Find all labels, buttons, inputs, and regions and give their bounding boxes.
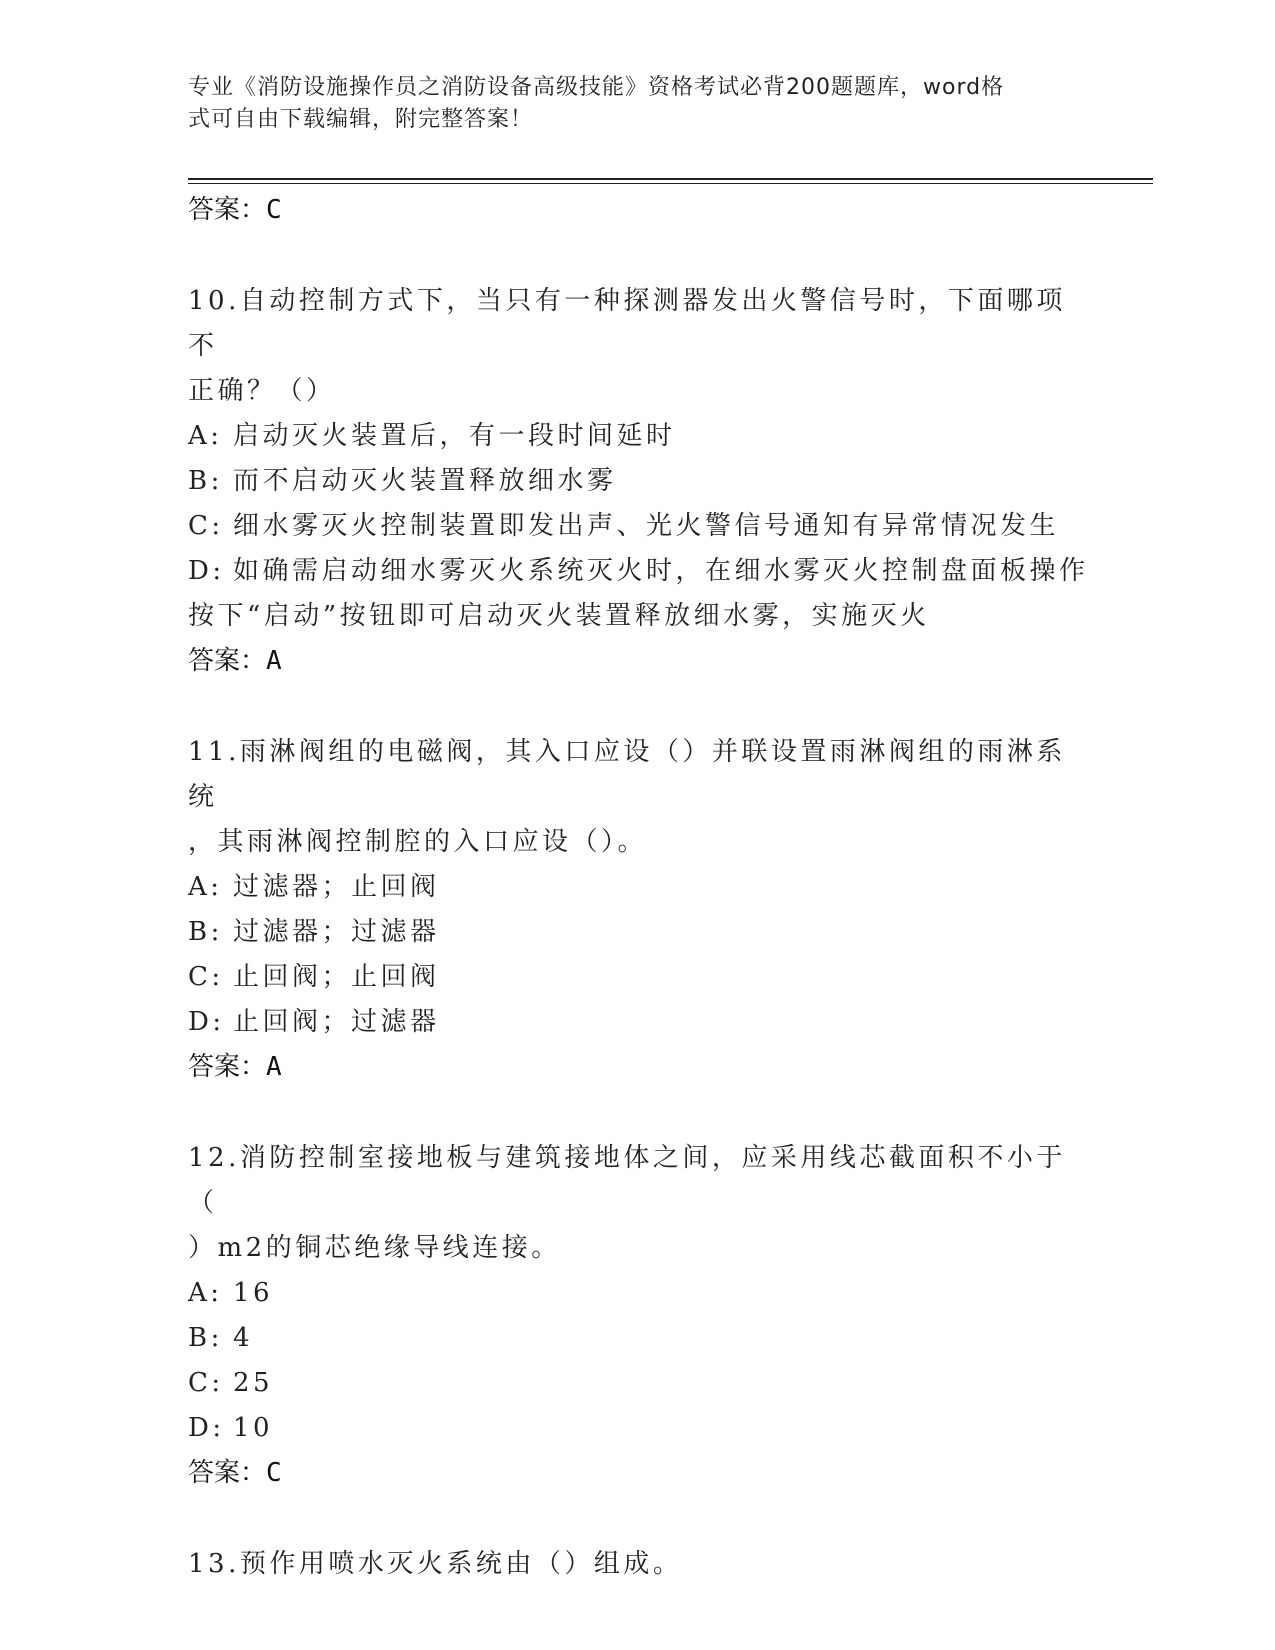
question-13: [188, 1542, 1078, 1587]
option-b: [188, 910, 1078, 955]
question-text-line: 13.预作用喷水灭火系统由（）组成。: [188, 1549, 683, 1579]
answer-label: 答案：: [188, 646, 267, 676]
option-text: 止回阀；过滤器: [233, 1007, 440, 1037]
option-letter: B:: [188, 917, 223, 947]
question-text-line: 10.自动控制方式下，当只有一种探测器发出火警信号时，下面哪项不: [188, 286, 1066, 361]
option-letter: B:: [188, 466, 223, 496]
option-text: 4: [233, 1323, 254, 1353]
option-text: 过滤器；过滤器: [233, 917, 440, 947]
header-rule-thick: [188, 178, 1153, 180]
option-c: [188, 1361, 1078, 1406]
option-text: 而不启动灭火装置释放细水雾: [233, 466, 617, 496]
question-text-line: 11.雨淋阀组的电磁阀，其入口应设（）并联设置雨淋阀组的雨淋系统: [188, 737, 1066, 812]
answer-line: [188, 1451, 1078, 1496]
option-letter: D:: [188, 1007, 225, 1037]
header-line-2: 式可自由下载编辑，附完整答案！: [188, 107, 534, 132]
option-text: 止回阀；止回阀: [233, 962, 440, 992]
answer-value: A: [266, 646, 282, 676]
answer-line: [188, 639, 1078, 684]
option-text: 按下“启动”按钮即可启动灭火装置释放细水雾，实施灭火: [188, 601, 930, 631]
option-text: 细水雾灭火控制装置即发出声、光火警信号通知有异常情况发生: [233, 511, 1060, 541]
question-10: [188, 279, 1089, 684]
option-letter: B:: [188, 1323, 223, 1353]
document-header: [188, 72, 1068, 136]
option-letter: C:: [188, 1368, 224, 1398]
option-a: [188, 1271, 1078, 1316]
answer-label: 答案：: [188, 1052, 267, 1082]
option-text: 25: [233, 1368, 274, 1398]
answer-value: A: [266, 1052, 282, 1082]
header-line-1: 专业《消防设施操作员之消防设备高级技能》资格考试必背200题题库，word格: [188, 75, 1005, 100]
option-d: [188, 1406, 1078, 1451]
option-d: [188, 1000, 1078, 1045]
question-text-line: ）m2的铜芯绝缘导线连接。: [188, 1233, 561, 1263]
question-11: [188, 730, 1078, 1090]
option-letter: A:: [188, 421, 223, 451]
option-letter: A:: [188, 1278, 223, 1308]
option-text: 10: [233, 1413, 274, 1443]
question-text-line: 正确？（）: [188, 376, 336, 406]
answer-line: [188, 1045, 1078, 1090]
option-b: [188, 459, 1078, 504]
option-text: 16: [233, 1278, 274, 1308]
option-c: [188, 504, 1078, 549]
option-letter: C:: [188, 511, 224, 541]
option-c: [188, 955, 1078, 1000]
option-d: [188, 549, 1089, 594]
answer-value: C: [266, 1458, 282, 1488]
option-a: [188, 414, 1078, 459]
option-d-continued: [188, 594, 1078, 639]
option-b: [188, 1316, 1078, 1361]
question-text-line: ，其雨淋阀控制腔的入口应设（）。: [188, 827, 648, 857]
question-text-line: 12.消防控制室接地板与建筑接地体之间，应采用线芯截面积不小于（: [188, 1143, 1066, 1218]
answer-value: C: [266, 195, 282, 225]
option-text: 如确需启动细水雾灭火系统灭火时，在细水雾灭火控制盘面板操作: [233, 556, 1089, 586]
answer-line: [188, 188, 1078, 233]
option-text: 启动灭火装置后，有一段时间延时: [233, 421, 676, 451]
option-letter: D:: [188, 556, 225, 586]
question-list: [188, 188, 1089, 1587]
option-letter: A:: [188, 872, 223, 902]
question-12: [188, 1136, 1078, 1496]
option-text: 过滤器；止回阀: [233, 872, 440, 902]
option-a: [188, 865, 1078, 910]
option-letter: D:: [188, 1413, 225, 1443]
answer-label: 答案：: [188, 1458, 267, 1488]
answer-label: 答案：: [188, 195, 267, 225]
option-letter: C:: [188, 962, 224, 992]
header-rule-thin: [188, 183, 1153, 184]
